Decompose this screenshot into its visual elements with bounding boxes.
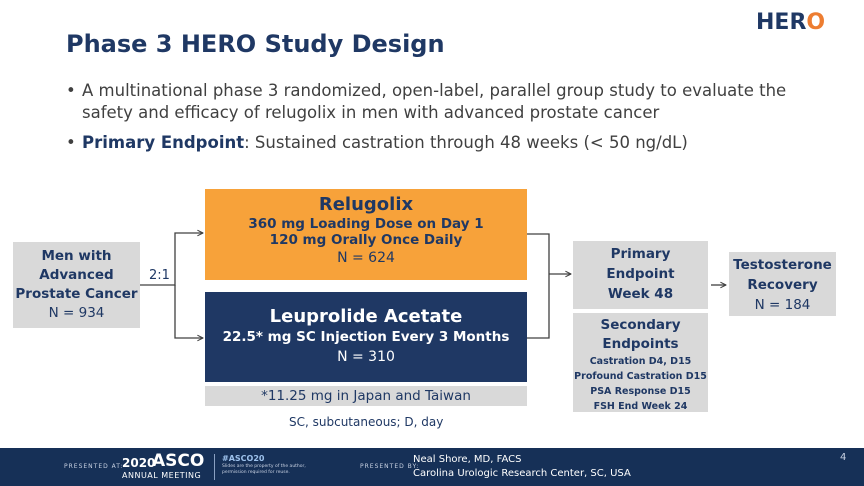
slide-disclaimer: Slides are the property of the author, permission required for reuse. bbox=[222, 464, 306, 475]
abbreviations-note: SC, subcutaneous; D, day bbox=[289, 415, 444, 429]
population-label: Advanced bbox=[39, 267, 114, 283]
footer-bar bbox=[0, 448, 864, 486]
arm-n: N = 624 bbox=[337, 250, 395, 266]
logo-text: HER bbox=[756, 10, 807, 35]
arm-dose: 22.5* mg SC Injection Every 3 Months bbox=[222, 329, 510, 345]
page-number: 4 bbox=[840, 452, 847, 463]
presenter-info bbox=[413, 453, 631, 481]
primary-endpoint-label: Week 48 bbox=[607, 286, 674, 302]
secondary-endpoint-item: PSA Response D15 bbox=[590, 386, 691, 397]
leuprolide-arm-box bbox=[205, 292, 527, 382]
arm-name: Leuprolide Acetate bbox=[269, 306, 463, 327]
presenter-affiliation: Carolina Urologic Research Center, SC, USA bbox=[413, 468, 631, 479]
bullet-bold-label: Primary Endpoint bbox=[82, 133, 245, 152]
secondary-endpoint-item: Profound Castration D15 bbox=[574, 371, 707, 382]
secondary-endpoint-item: FSH End Week 24 bbox=[593, 401, 688, 412]
testosterone-label: Testosterone bbox=[733, 257, 832, 273]
primary-endpoint-label: Endpoint bbox=[606, 266, 675, 282]
relugolix-arm-box bbox=[205, 189, 527, 280]
population-box bbox=[13, 242, 140, 328]
arm-dose: 360 mg Loading Dose on Day 1 bbox=[248, 216, 484, 232]
population-label: Prostate Cancer bbox=[15, 286, 138, 302]
testosterone-recovery-box bbox=[729, 252, 836, 316]
connector-arms-merge bbox=[527, 234, 549, 338]
testosterone-label: Recovery bbox=[747, 277, 818, 293]
population-label: Men with bbox=[41, 248, 112, 264]
presented-by-label: PRESENTED BY: bbox=[360, 463, 420, 470]
connector-to-leuprolide bbox=[175, 285, 203, 338]
asco-logo: ASCO bbox=[152, 451, 205, 471]
primary-endpoint-label: Primary bbox=[610, 246, 671, 262]
primary-endpoint-box bbox=[573, 241, 708, 309]
secondary-endpoints-box bbox=[573, 313, 708, 412]
secondary-endpoints-heading: Endpoints bbox=[602, 336, 679, 352]
presenter-name: Neal Shore, MD, FACS bbox=[413, 454, 522, 465]
dose-footnote: *11.25 mg in Japan and Taiwan bbox=[205, 386, 527, 406]
bullet-text: : Sustained castration through 48 weeks (< 50 ng/dL) bbox=[244, 133, 688, 152]
footer-divider bbox=[214, 454, 215, 480]
arm-dose: 120 mg Orally Once Daily bbox=[269, 232, 463, 248]
slide-title: Phase 3 HERO Study Design bbox=[66, 30, 445, 58]
logo-text-accent: O bbox=[806, 10, 826, 35]
population-n: N = 934 bbox=[48, 305, 105, 321]
presented-at-label: PRESENTED AT: bbox=[64, 463, 124, 470]
bullet-text: A multinational phase 3 randomized, open-label, parallel group study to evaluate the safety and efficacy of relugolix in men with advanced prostate cancer bbox=[82, 81, 787, 122]
asco-annual-meeting: ANNUAL MEETING bbox=[122, 471, 202, 480]
hashtag: #ASCO20 bbox=[222, 454, 265, 463]
testosterone-n: N = 184 bbox=[754, 297, 811, 313]
secondary-endpoint-item: Castration D4, D15 bbox=[589, 356, 692, 367]
secondary-endpoints-heading: Secondary bbox=[600, 317, 681, 333]
asco-year: 2020 bbox=[122, 456, 156, 470]
randomization-ratio: 2:1 bbox=[149, 268, 170, 283]
arm-name: Relugolix bbox=[318, 194, 414, 215]
arm-n: N = 310 bbox=[337, 349, 395, 365]
